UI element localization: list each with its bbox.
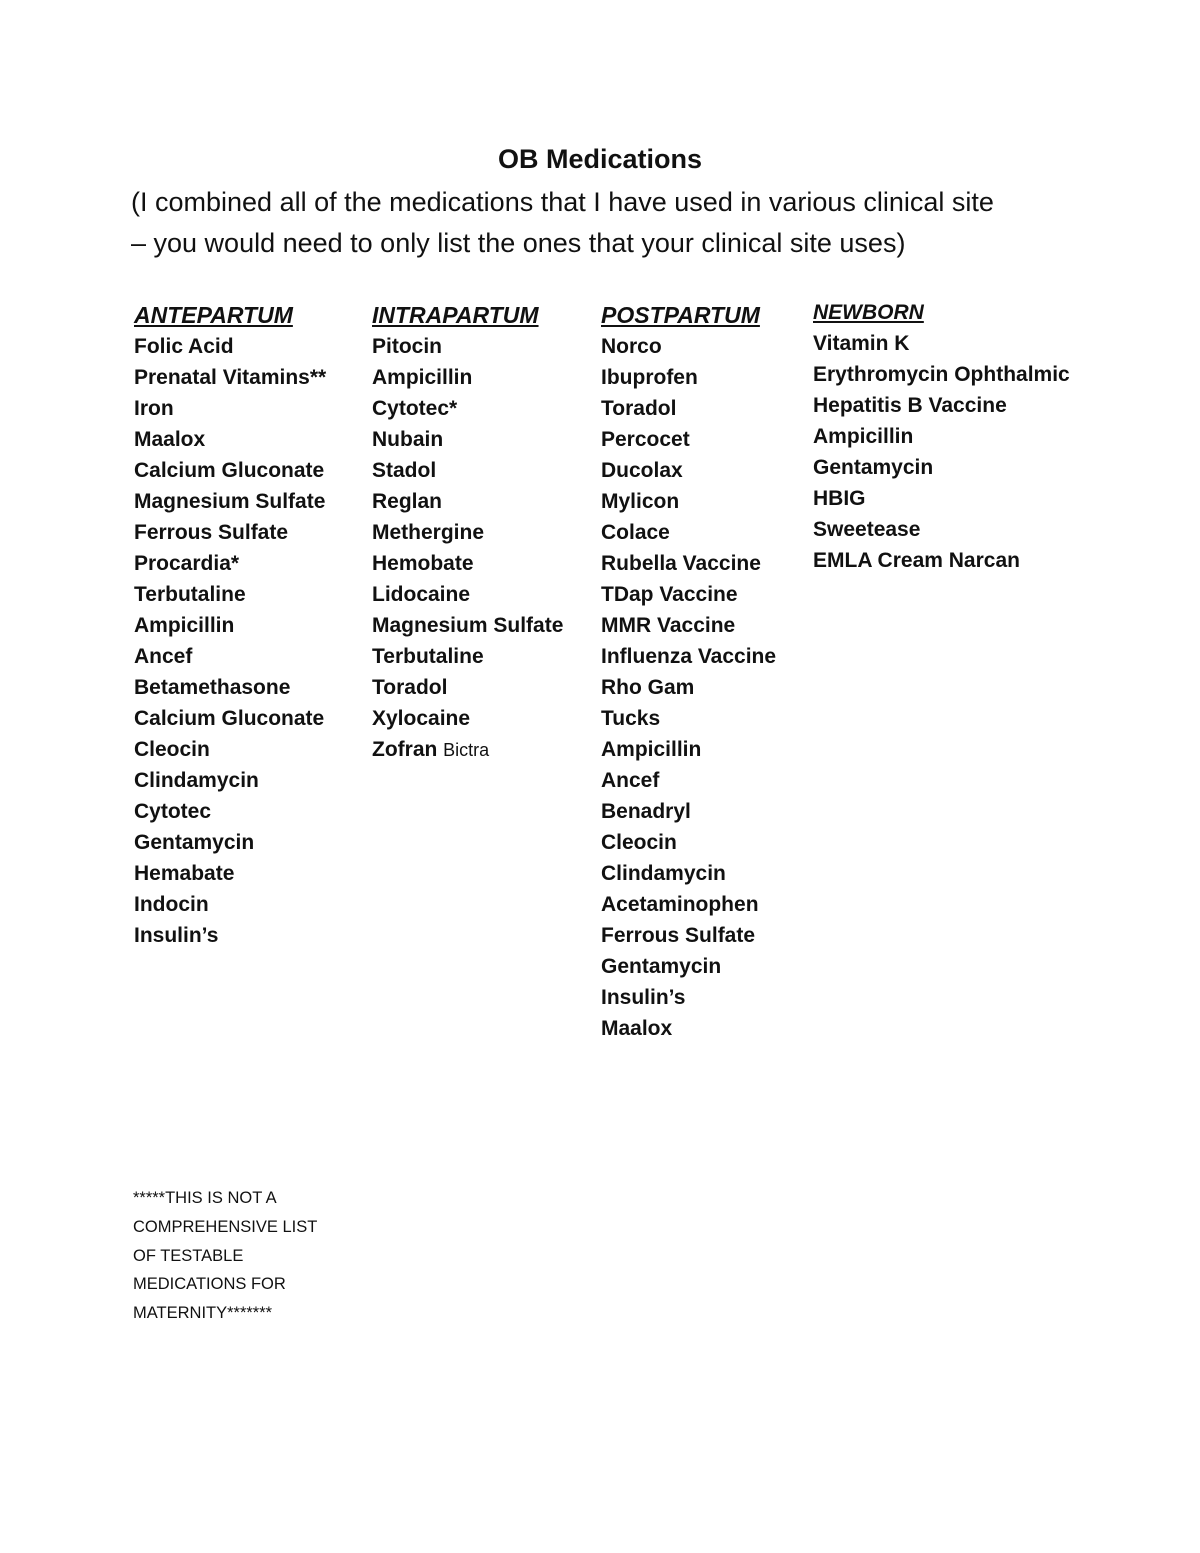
medication-name: Lidocaine xyxy=(372,583,471,606)
medication-name: Percocet xyxy=(601,428,690,451)
medication-item xyxy=(134,579,326,610)
medication-item xyxy=(601,486,776,517)
medication-name: Iron xyxy=(134,397,174,420)
medication-item xyxy=(601,889,776,920)
medication-item xyxy=(601,920,776,951)
newborn-heading: NEWBORN xyxy=(813,301,924,324)
medication-name: Norco xyxy=(601,335,662,358)
medication-name: Ferrous Sulfate xyxy=(601,924,756,947)
medication-name: Toradol xyxy=(601,397,677,420)
medication-item xyxy=(134,641,326,672)
medication-name: Magnesium Sulfate xyxy=(372,614,564,637)
medication-item xyxy=(372,672,563,703)
antepartum-list xyxy=(134,331,326,951)
medication-item xyxy=(601,517,776,548)
medication-item xyxy=(601,827,776,858)
medication-name: Maalox xyxy=(134,428,206,451)
medication-name: Vitamin K xyxy=(813,332,910,355)
newborn-column xyxy=(813,297,1070,576)
disclaimer-line: OF TESTABLE xyxy=(133,1246,244,1265)
medication-item xyxy=(601,951,776,982)
medication-name: Ampicillin xyxy=(601,738,702,761)
medication-name: Ampicillin xyxy=(134,614,235,637)
medication-name: Clindamycin xyxy=(601,862,726,885)
medication-item xyxy=(601,672,776,703)
medication-item xyxy=(372,393,563,424)
medication-name: Cytotec* xyxy=(372,397,458,420)
medication-item xyxy=(813,452,1070,483)
medication-item xyxy=(134,424,326,455)
postpartum-heading: POSTPARTUM xyxy=(601,302,760,328)
medication-name: Calcium Gluconate xyxy=(134,707,325,730)
medication-name: Benadryl xyxy=(601,800,691,823)
medication-item xyxy=(134,393,326,424)
page-title: OB Medications xyxy=(497,144,703,174)
medication-item xyxy=(601,610,776,641)
medication-item xyxy=(601,579,776,610)
medication-name: Hemobate xyxy=(372,552,474,575)
medication-name: Influenza Vaccine xyxy=(601,645,777,668)
medication-name: Magnesium Sulfate xyxy=(134,490,326,513)
medication-item xyxy=(134,858,326,889)
medication-item xyxy=(372,579,563,610)
medication-item xyxy=(372,362,563,393)
medication-name: Rubella Vaccine xyxy=(601,552,761,575)
medication-name: Insulin’s xyxy=(134,924,219,947)
medication-name: Terbutaline xyxy=(134,583,246,606)
disclaimer-line: COMPREHENSIVE LIST xyxy=(133,1217,318,1236)
medication-item xyxy=(372,641,563,672)
medication-item xyxy=(372,734,563,765)
medication-item xyxy=(372,424,563,455)
medication-name: Hemabate xyxy=(134,862,235,885)
medication-item xyxy=(601,455,776,486)
medication-name: EMLA Cream Narcan xyxy=(813,549,1020,572)
medication-annotation: Bictra xyxy=(443,740,490,760)
medication-item xyxy=(372,703,563,734)
medication-item xyxy=(601,734,776,765)
medication-name: Ampicillin xyxy=(372,366,473,389)
medication-name: Prenatal Vitamins** xyxy=(134,366,327,389)
medication-item xyxy=(601,796,776,827)
medication-name: Betamethasone xyxy=(134,676,291,699)
medication-item xyxy=(601,548,776,579)
medication-item xyxy=(134,827,326,858)
medication-name: Clindamycin xyxy=(134,769,259,792)
medication-name: Gentamycin xyxy=(134,831,255,854)
medication-item xyxy=(134,331,326,362)
medication-name: Ibuprofen xyxy=(601,366,698,389)
medication-name: Gentamycin xyxy=(813,456,934,479)
medication-item xyxy=(601,982,776,1013)
medication-item xyxy=(134,672,326,703)
postpartum-column xyxy=(601,300,776,1044)
medication-name: Colace xyxy=(601,521,670,544)
medication-item xyxy=(372,486,563,517)
subtitle-line-2: – you would need to only list the ones that your clinical site uses) xyxy=(131,228,906,258)
postpartum-list xyxy=(601,331,776,1044)
intrapartum-list xyxy=(372,331,563,765)
medication-item xyxy=(372,517,563,548)
medication-item xyxy=(134,920,326,951)
medication-name: Stadol xyxy=(372,459,437,482)
disclaimer-note xyxy=(133,1184,353,1328)
intrapartum-column xyxy=(372,300,563,765)
medication-name: Toradol xyxy=(372,676,448,699)
medication-item xyxy=(813,328,1070,359)
intrapartum-heading: INTRAPARTUM xyxy=(372,302,539,328)
medication-item xyxy=(601,393,776,424)
medication-item xyxy=(134,610,326,641)
medication-item xyxy=(134,765,326,796)
medication-name: Ancef xyxy=(134,645,193,668)
disclaimer-line: MATERNITY******* xyxy=(133,1304,273,1323)
medication-item xyxy=(813,390,1070,421)
medication-item xyxy=(813,421,1070,452)
medication-name: Zofran xyxy=(372,738,438,761)
antepartum-column xyxy=(134,300,326,951)
medication-name: Acetaminophen xyxy=(601,893,759,916)
medication-name: Maalox xyxy=(601,1017,673,1040)
medication-name: TDap Vaccine xyxy=(601,583,738,606)
medication-name: Ferrous Sulfate xyxy=(134,521,289,544)
medication-item xyxy=(372,331,563,362)
medication-name: Gentamycin xyxy=(601,955,722,978)
medication-name: Ancef xyxy=(601,769,660,792)
medication-item xyxy=(134,362,326,393)
medication-name: Pitocin xyxy=(372,335,443,358)
medication-name: Hepatitis B Vaccine xyxy=(813,394,1007,417)
medication-name: Terbutaline xyxy=(372,645,484,668)
medication-name: MMR Vaccine xyxy=(601,614,736,637)
disclaimer-line: MEDICATIONS FOR xyxy=(133,1275,286,1294)
medication-name: Tucks xyxy=(601,707,661,730)
medication-name: Cleocin xyxy=(601,831,677,854)
medication-item xyxy=(134,796,326,827)
medication-item xyxy=(134,734,326,765)
medication-name: Cytotec xyxy=(134,800,212,823)
medication-item xyxy=(813,545,1070,576)
medication-item xyxy=(601,1013,776,1044)
medication-name: Rho Gam xyxy=(601,676,695,699)
medication-name: Sweetease xyxy=(813,518,921,541)
medication-name: HBIG xyxy=(813,487,866,510)
medication-item xyxy=(601,641,776,672)
medication-name: Ampicillin xyxy=(813,425,914,448)
medication-item xyxy=(601,765,776,796)
medication-name: Calcium Gluconate xyxy=(134,459,325,482)
medication-name: Ducolax xyxy=(601,459,683,482)
medication-item xyxy=(601,703,776,734)
antepartum-heading: ANTEPARTUM xyxy=(134,302,293,328)
medication-item xyxy=(372,548,563,579)
medication-name: Xylocaine xyxy=(372,707,471,730)
medication-item xyxy=(601,424,776,455)
medication-item xyxy=(134,548,326,579)
medication-name: Cleocin xyxy=(134,738,210,761)
medication-item xyxy=(134,517,326,548)
medication-item xyxy=(601,331,776,362)
medication-name: Erythromycin Ophthalmic xyxy=(813,363,1070,386)
medication-item xyxy=(134,486,326,517)
medication-item xyxy=(601,362,776,393)
medication-name: Mylicon xyxy=(601,490,680,513)
medication-item xyxy=(813,359,1070,390)
medication-item xyxy=(134,889,326,920)
medication-name: Methergine xyxy=(372,521,485,544)
medication-name: Procardia* xyxy=(134,552,240,575)
medication-item xyxy=(372,610,563,641)
medication-item xyxy=(134,703,326,734)
medication-name: Nubain xyxy=(372,428,444,451)
medication-name: Reglan xyxy=(372,490,443,513)
medication-item xyxy=(813,514,1070,545)
medication-item xyxy=(813,483,1070,514)
medication-name: Folic Acid xyxy=(134,335,234,358)
newborn-list xyxy=(813,328,1070,576)
disclaimer-line: *****THIS IS NOT A xyxy=(133,1189,277,1207)
medication-item xyxy=(372,455,563,486)
medication-name: Insulin’s xyxy=(601,986,686,1009)
medication-item xyxy=(134,455,326,486)
subtitle-line-1: (I combined all of the medications that I have used in various clinical site xyxy=(131,187,994,217)
medication-item xyxy=(601,858,776,889)
medication-name: Indocin xyxy=(134,893,209,916)
